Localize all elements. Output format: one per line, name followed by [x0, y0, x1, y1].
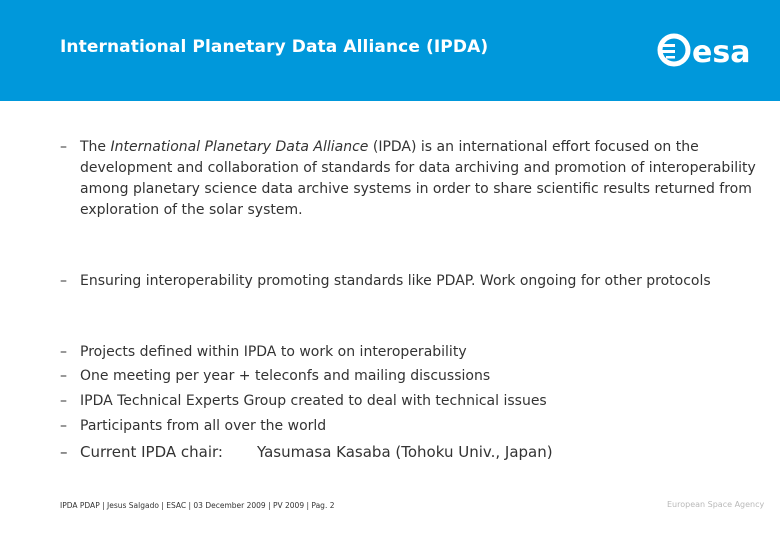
slide-footer: IPDA PDAP | Jesus Salgado | ESAC | 03 December 2009 | PV 2009 | Pag. 2: [60, 501, 335, 510]
bullet-text: Ensuring interoperability promoting standards like PDAP. Work ongoing for other protocols: [80, 273, 711, 289]
bullet-dash: –: [60, 418, 67, 434]
bullet-text: Projects defined within IPDA to work on interoperability: [80, 344, 467, 360]
bullet-text: IPDA Technical Experts Group created to deal with technical issues: [80, 393, 547, 409]
bullet-projects: [60, 342, 467, 363]
bullet-text: The: [80, 139, 111, 155]
bullet-italic-text: International Planetary Data Alliance: [110, 139, 369, 155]
bullet-dash: –: [60, 443, 68, 461]
bullet-dash: –: [60, 393, 67, 409]
bullet-text: Participants from all over the world: [80, 418, 327, 434]
bullet-ipda-definition: [60, 137, 760, 221]
chair-label: Current IPDA chair:: [80, 443, 223, 461]
bullet-dash: –: [60, 139, 67, 155]
bullet-dash: –: [60, 368, 67, 384]
slide-title: International Planetary Data Alliance (IPDA): [60, 37, 489, 57]
bullet-text: (IPDA) is an international effort focused on the development and collaboration of standards for data archiving and promotion of interoperability among planetary science data archive systems in order to share scientific results returned from exploration of the solar system.: [80, 139, 756, 218]
esa-logo-icon: [656, 30, 762, 70]
bullet-meetings: [60, 366, 490, 387]
agency-name: European Space Agency: [667, 500, 765, 509]
bullet-participants: [60, 416, 326, 437]
bullet-chair: [60, 442, 553, 463]
bullet-dash: –: [60, 344, 67, 360]
bullet-interoperability: [60, 271, 760, 292]
chair-name: Yasumasa Kasaba (Tohoku Univ., Japan): [256, 443, 553, 461]
esa-logo-text: esa: [692, 35, 751, 70]
slide-header: [0, 0, 780, 101]
bullet-experts-group: [60, 391, 547, 412]
bullet-text: One meeting per year + teleconfs and mailing discussions: [80, 368, 491, 384]
bullet-dash: –: [60, 273, 67, 289]
